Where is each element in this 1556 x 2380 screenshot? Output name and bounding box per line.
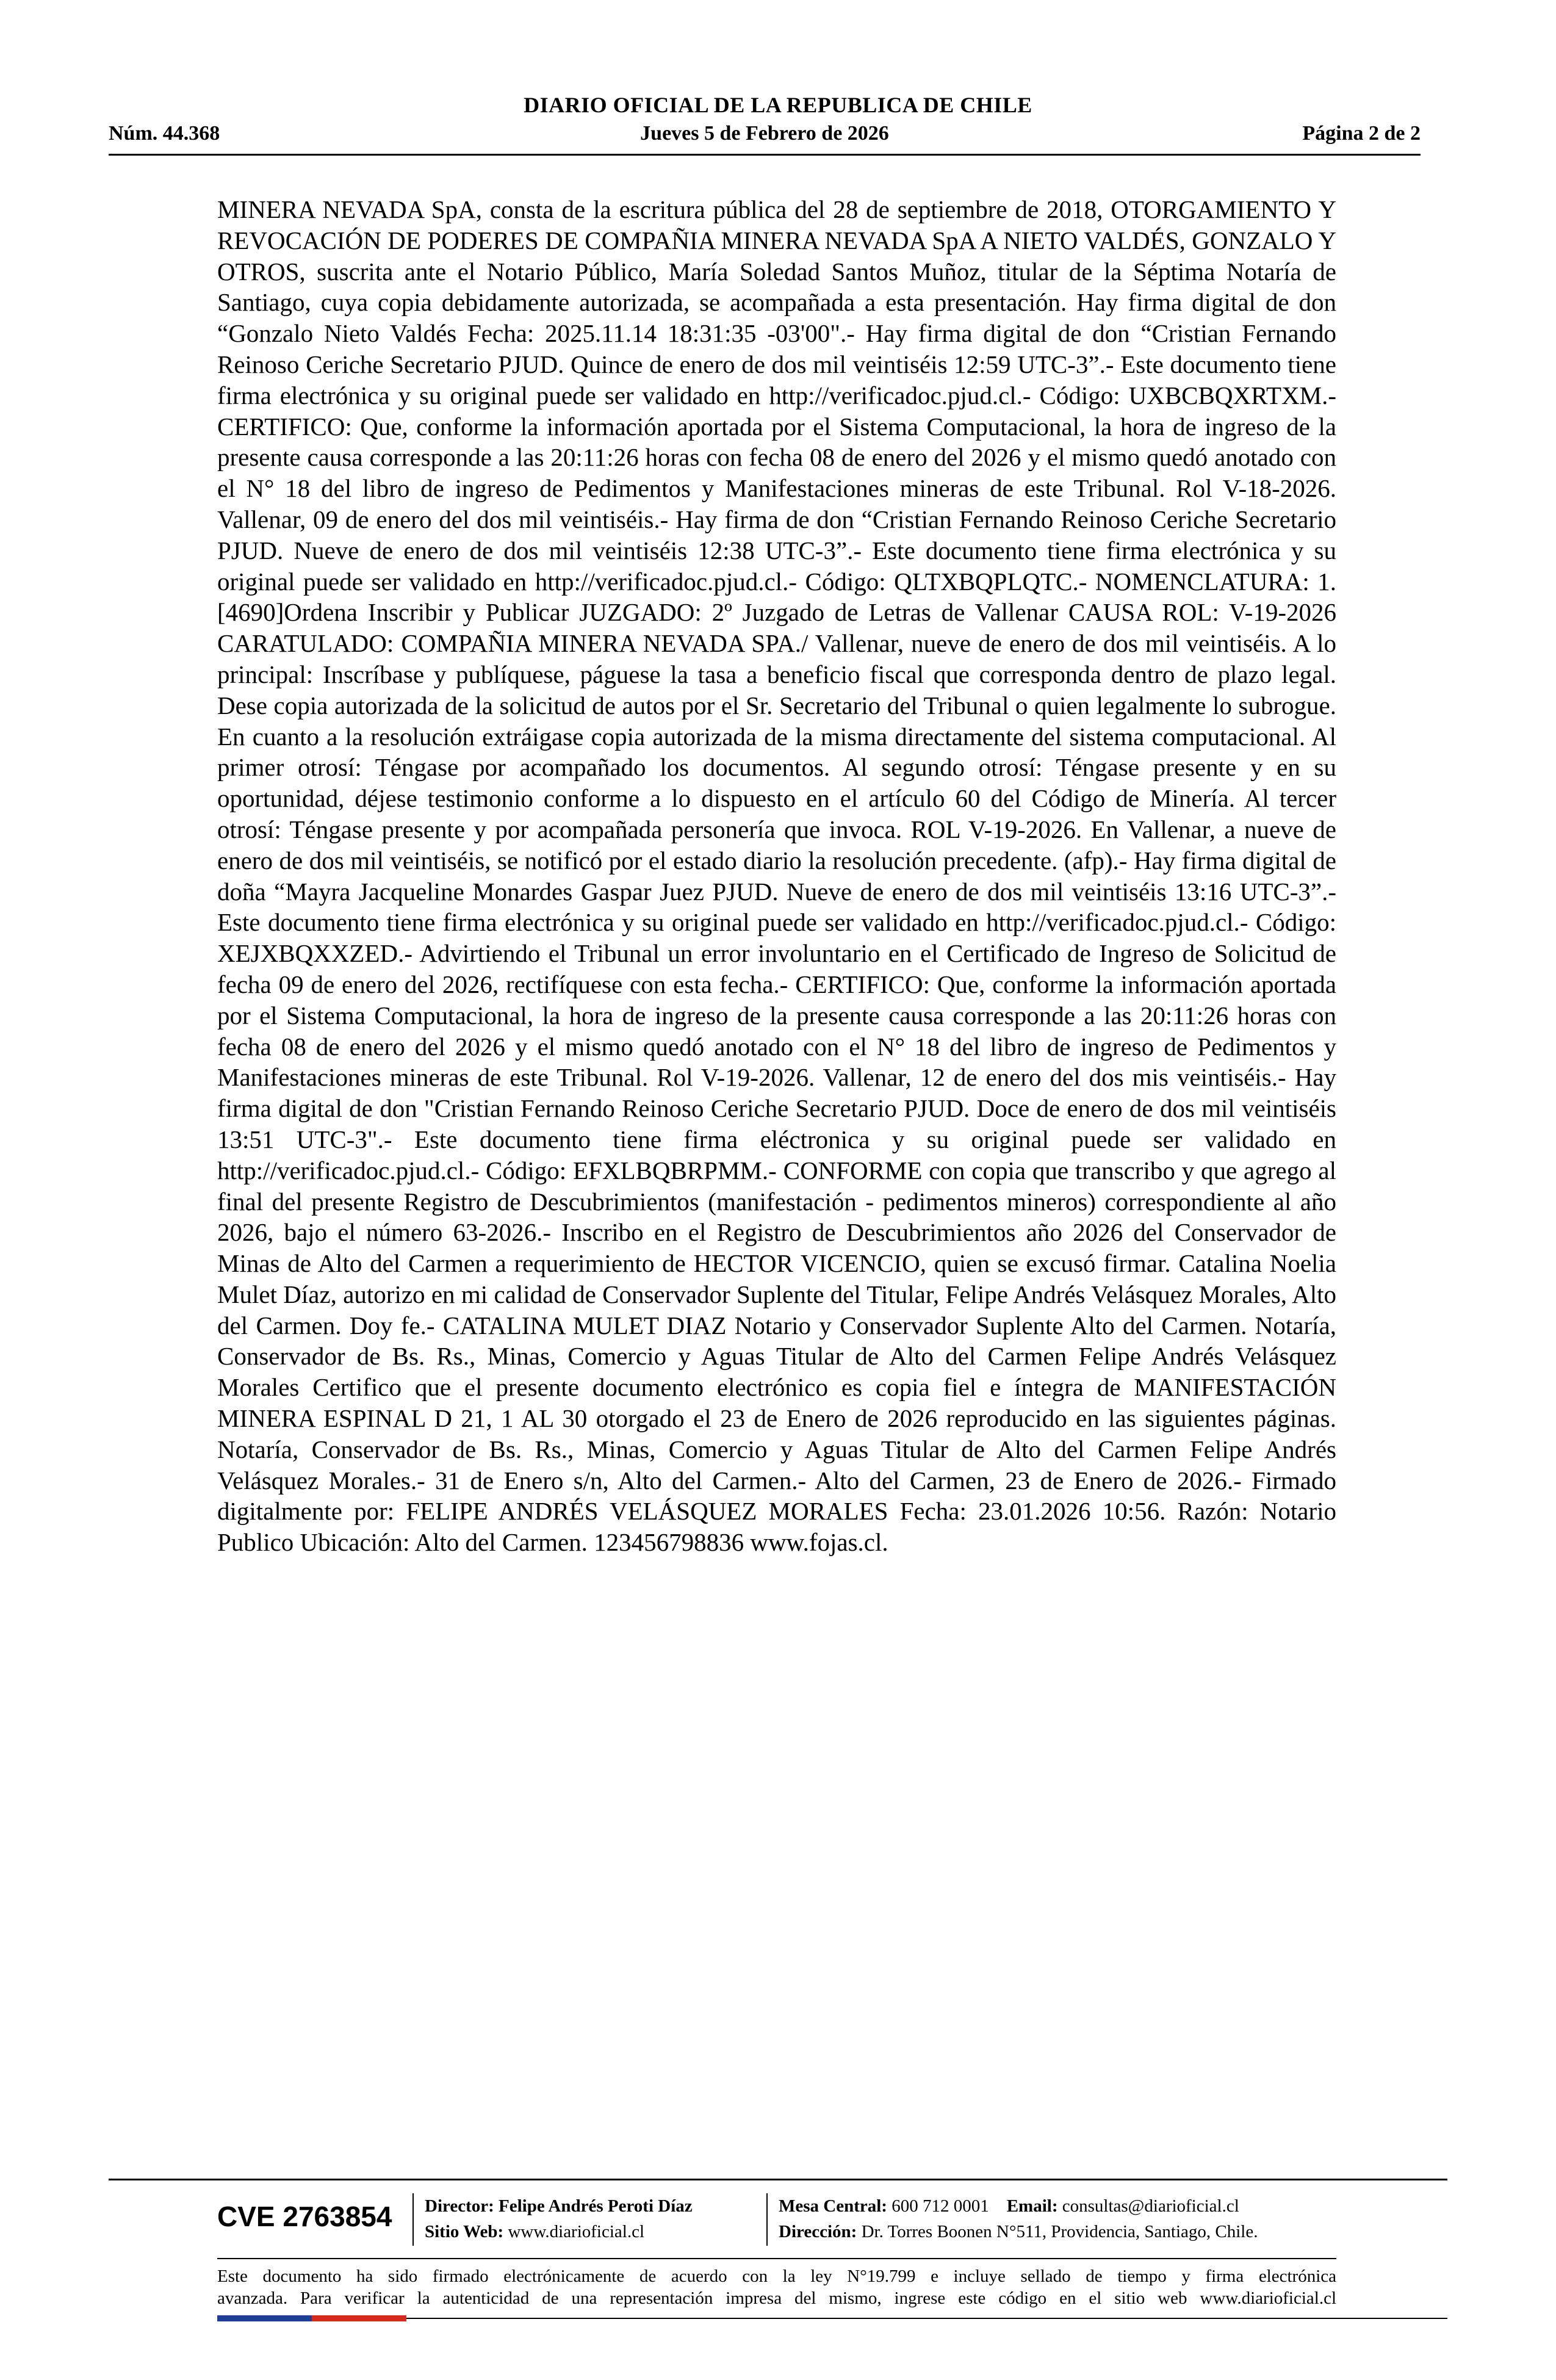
page-indicator: Página 2 de 2 — [1302, 122, 1421, 145]
header-divider — [109, 154, 1421, 156]
header-row — [109, 120, 1421, 148]
site-label: Sitio Web: — [425, 2222, 504, 2241]
footer-divider-mid — [217, 2258, 1336, 2259]
issue-number: Núm. 44.368 — [109, 122, 220, 145]
footer-separator — [412, 2193, 414, 2246]
mesa-label: Mesa Central: — [779, 2196, 887, 2216]
address-value: Dr. Torres Boonen N°511, Providencia, Santiago, Chile. — [861, 2222, 1258, 2241]
mesa-phone: 600 712 0001 — [891, 2196, 989, 2216]
cve-code: CVE 2763854 — [217, 2201, 392, 2232]
issue-date: Jueves 5 de Febrero de 2026 — [640, 122, 889, 145]
chile-flag-stripe — [217, 2315, 406, 2321]
footer-contact-block — [779, 2193, 1258, 2245]
footer-signature-note — [217, 2265, 1336, 2309]
flag-blue-segment — [217, 2315, 312, 2321]
footer-info — [217, 2187, 1336, 2248]
footer-divider-bottom — [406, 2318, 1447, 2319]
footer-note-line: avanzada. Para verificar la autenticidad de una representación impresa del mismo, ingrese este código en el sitio web www.diarioficial.cl — [217, 2288, 1336, 2308]
footer-divider-top — [109, 2179, 1447, 2180]
flag-red-segment — [312, 2315, 406, 2321]
site-link[interactable]: www.diarioficial.cl — [508, 2222, 645, 2241]
address-label: Dirección: — [779, 2222, 857, 2241]
director-label: Director: — [425, 2196, 494, 2216]
publication-title: DIARIO OFICIAL DE LA REPUBLICA DE CHILE — [524, 93, 1032, 117]
footer-separator — [766, 2193, 768, 2246]
body-paragraph: MINERA NEVADA SpA, consta de la escritura pública del 28 de septiembre de 2018, OTORGAMIENTO Y REVOCACIÓN DE PODERES DE COMPAÑIA MINERA NEVADA SpA A NIETO VALDÉS, GONZALO Y OTROS, suscrita ante el Notario Público, María Soledad Santos Muñoz, titular de la Séptima Notaría de Santiago, cuya copia debidamente autorizada, se acompañada a esta presentación. Hay firma digital de don “Gonzalo Nieto Valdés Fecha: 2025.11.14 18:31:35 -03'00".- Hay firma digital de don “Cristian Fernando Reinoso Ceriche Secretario PJUD. Quince de enero de dos mil veintiséis 12:59 UTC-3”.- Este documento tiene firma electrónica y su original puede ser validado en http://verificadoc.pjud.cl.- Código: UXBCBQXRTXM.- CERTIFICO: Que, conforme la información aportada por el Sistema Computacional, la hora de ingreso de la presente causa corresponde a las 20:11:26 horas con fecha 08 de enero del 2026 y el mismo quedó anotado con el N° 18 del libro de ingreso de Pedimentos y Manifestaciones mineras de este Tribunal. Rol V-18-2026. Vallenar, 09 de enero del dos mil veintiséis.- Hay firma de don “Cristian Fernando Reinoso Ceriche Secretario PJUD. Nueve de enero de dos mil veintiséis 12:38 UTC-3”.- Este documento tiene firma electrónica y su original puede ser validado en http://verificadoc.pjud.cl.- Código: QLTXBQPLQTC.- NOMENCLATURA: 1. [4690]Ordena Inscribir y Publicar JUZGADO: 2º Juzgado de Letras de Vallenar CAUSA ROL: V-19-2026 CARATULADO: COMPAÑIA MINERA NEVADA SPA./ Vallenar, nueve de enero de dos mil veintiséis. A lo principal: Inscríbase y publíquese, páguese la tasa a beneficio fiscal que corresponda dentro de plazo legal. Dese copia autorizada de la solicitud de autos por el Sr. Secretario del Tribunal o quien legalmente lo subrogue. En cuanto a la resolución extráigase copia autorizada de la misma directamente del sistema computacional. Al primer otrosí: Téngase por acompañado los documentos. Al segundo otrosí: Téngase presente y en su oportunidad, déjese testimonio conforme a lo dispuesto en el artículo 60 del Código de Minería. Al tercer otrosí: Téngase presente y por acompañada personería que invoca. ROL V-19-2026. En Vallenar, a nueve de enero de dos mil veintiséis, se notificó por el estado diario la resolución precedente. (afp).- Hay firma digital de doña “Mayra Jacqueline Monardes Gaspar Juez PJUD. Nueve de enero de dos mil veintiséis 13:16 UTC-3”.- Este documento tiene firma electrónica y su original puede ser validado en http://verificadoc.pjud.cl.- Código: XEJXBQXXZED.- Advirtiendo el Tribunal un error involuntario en el Certificado de Ingreso de Solicitud de fecha 09 de enero del 2026, rectifíquese con esta fecha.- CERTIFICO: Que, conforme la información aportada por el Sistema Computacional, la hora de ingreso de la presente causa corresponde a las 20:11:26 horas con fecha 08 de enero del 2026 y el mismo quedó anotado con el N° 18 del libro de ingreso de Pedimentos y Manifestaciones mineras de este Tribunal. Rol V-19-2026. Vallenar, 12 de enero del dos mis veintiséis.- Hay firma digital de don "Cristian Fernando Reinoso Ceriche Secretario PJUD. Doce de enero de dos mil veintiséis 13:51 UTC-3".- Este documento tiene firma eléctronica y su original puede ser validado en http://verificadoc.pjud.cl.- Código: EFXLBQBRPMM.- CONFORME con copia que transcribo y que agrego al final del presente Registro de Descubrimientos (manifestación - pedimentos mineros) correspondiente al año 2026, bajo el número 63-2026.- Inscribo en el Registro de Descubrimientos año 2026 del Conservador de Minas de Alto del Carmen a requerimiento de HECTOR VICENCIO, quien se excusó firmar. Catalina Noelia Mulet Díaz, autorizo en mi calidad de Conservador Suplente del Titular, Felipe Andrés Velásquez Morales, Alto del Carmen. Doy fe.- CATALINA MULET DIAZ Notario y Conservador Suplente Alto del Carmen. Notaría, Conservador de Bs. Rs., Minas, Comercio y Aguas Titular de Alto del Carmen Felipe Andrés Velásquez Morales Certifico que el presente documento electrónico es copia fiel e íntegra de MANIFESTACIÓN MINERA ESPINAL D 21, 1 AL 30 otorgado el 23 de Enero de 2026 reproducido en las siguientes páginas. Notaría, Conservador de Bs. Rs., Minas, Comercio y Aguas Titular de Alto del Carmen Felipe Andrés Velásquez Morales.- 31 de Enero s/n, Alto del Carmen.- Alto del Carmen, 23 de Enero de 2026.- Firmado digitalmente por: FELIPE ANDRÉS VELÁSQUEZ MORALES Fecha: 23.01.2026 10:56. Razón: Notario Publico Ubicación: Alto del Carmen. 123456798836 www.fojas.cl. — [217, 195, 1336, 1557]
email-label: Email: — [1006, 2196, 1058, 2216]
director-name: Felipe Andrés Peroti Díaz — [499, 2196, 693, 2216]
footer-director-block — [425, 2193, 693, 2245]
footer-note-line: Este documento ha sido firmado electrónicamente de acuerdo con la ley N°19.799 e incluye sellado de tiempo y firma electrónica — [217, 2266, 1336, 2286]
email-link[interactable]: consultas@diarioficial.cl — [1062, 2196, 1239, 2216]
